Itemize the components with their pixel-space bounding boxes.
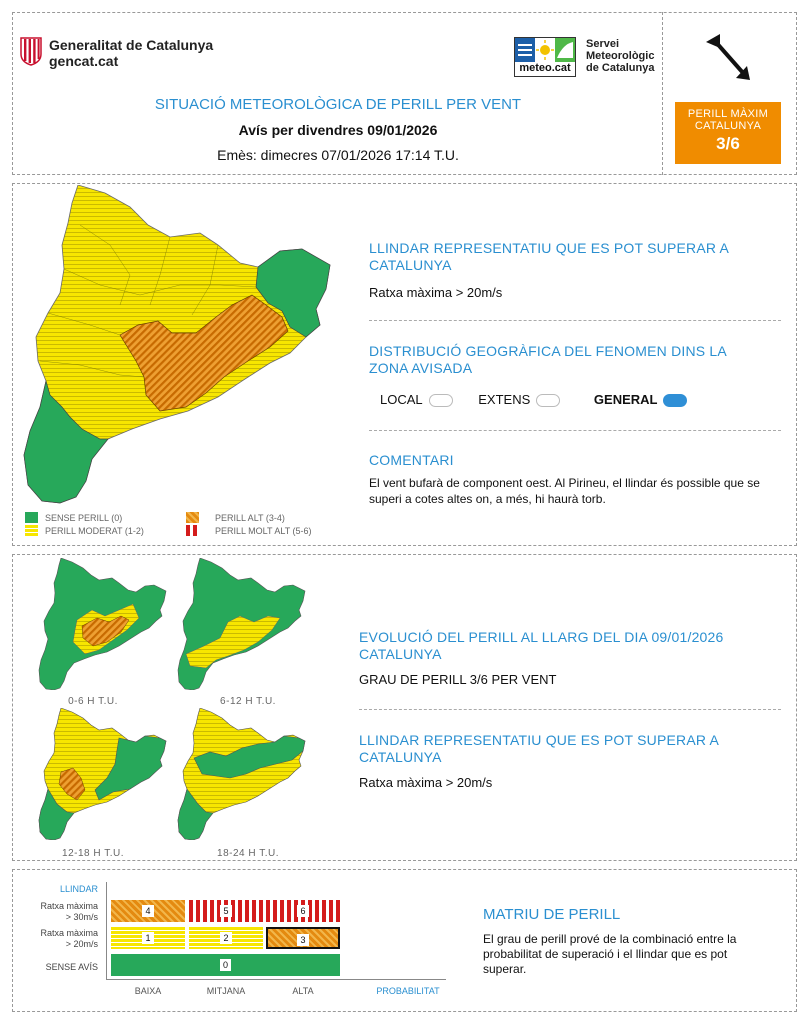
matrix-text: El grau de perill prové de la combinació entre la probabilitat de superació i el llindar que es pot superar. (483, 932, 737, 976)
threshold-title: LLINDAR REPRESENTATIU QUE ES POT SUPERAR A CATALUNYA (369, 240, 729, 273)
smc-line2: Meteorològic (586, 50, 655, 62)
matrix-row-label-20 (20, 928, 98, 950)
distribution-options (380, 391, 780, 408)
legend-swatch-moderate (25, 525, 38, 536)
map-period-12-18 (37, 708, 167, 840)
option-extens-label: EXTENS (478, 392, 531, 407)
distribution-title: DISTRIBUCIÓ GEOGRÀFICA DEL FENOMEN DINS LA ZONA AVISADA (369, 343, 727, 376)
evolution-title: EVOLUCIÓ DEL PERILL AL LLARG DEL DIA 09/01/2026 CATALUNYA (359, 629, 724, 662)
max-danger-badge (675, 102, 781, 164)
map-period-18-24 (176, 708, 306, 840)
matrix-probability-label: PROBABILITAT (376, 986, 440, 996)
option-extens[interactable] (478, 392, 560, 407)
matrix-cell-3-selected (266, 927, 340, 949)
matrix-cell-0 (111, 954, 340, 976)
threshold-value: Ratxa màxima > 20m/s (369, 285, 503, 300)
matrix-col-mitjana: MITJANA (206, 986, 246, 996)
matrix-threshold-header: LLINDAR (59, 884, 98, 894)
legend-swatch-none (25, 512, 38, 523)
matrix-row-label-30-line1: Ratxa màxima (40, 901, 98, 911)
matrix-cell-6 (266, 900, 340, 922)
max-danger-line2: CATALUNYA (694, 120, 762, 132)
map-caption-18-24: 18-24 H T.U. (217, 848, 279, 859)
page-title: SITUACIÓ METEOROLÒGICA DE PERILL PER VENT (154, 96, 522, 113)
matrix-cell-0-label: 0 (220, 959, 231, 971)
catalonia-danger-map (20, 185, 335, 505)
matrix-cell-2 (189, 927, 263, 949)
smc-line1: Servei (586, 38, 620, 50)
toggle-general[interactable] (663, 394, 687, 407)
toggle-extens[interactable] (536, 394, 560, 407)
matrix-cell-2-label: 2 (220, 932, 231, 944)
matrix-cell-5-label: 5 (220, 905, 231, 917)
comment-text: El vent bufarà de component oest. Al Pirineu, el llindar és possible que se superi a cotes altes on, a més, hi haurà torb. (369, 476, 760, 506)
legend-swatch-high (186, 512, 199, 523)
matrix-col-alta: ALTA (292, 986, 314, 996)
divider-3 (359, 709, 781, 710)
matrix-row-label-30-line2: > 30m/s (65, 912, 98, 922)
matrix-col-baixa: BAIXA (134, 986, 162, 996)
legend-label-very-high: PERILL MOLT ALT (5-6) (215, 526, 312, 536)
divider-2 (369, 430, 781, 431)
matrix-cell-4 (111, 900, 185, 922)
option-local[interactable] (380, 392, 453, 407)
matrix-cell-6-label: 6 (297, 905, 308, 917)
option-local-label: LOCAL (380, 392, 423, 407)
max-danger-value: 3/6 (716, 134, 740, 153)
map-caption-0-6: 0-6 H T.U. (68, 696, 118, 707)
matrix-cell-4-label: 4 (142, 905, 153, 917)
wind-arrow-northwest-icon (700, 28, 760, 88)
gov-name: Generalitat de Catalunya (49, 37, 214, 53)
map-period-0-6 (37, 558, 167, 690)
legend-label-none: SENSE PERILL (0) (45, 513, 123, 523)
header-divider (662, 12, 663, 175)
matrix-cell-1-label: 1 (142, 932, 153, 944)
smc-name (586, 38, 654, 74)
generalitat-logo-icon (20, 36, 42, 66)
evolution-grade: GRAU DE PERILL 3/6 PER VENT (359, 672, 557, 687)
issued-date: Emès: dimecres 07/01/2026 17:14 T.U. (217, 147, 459, 163)
meteocat-logo (514, 37, 576, 77)
legend-label-high: PERILL ALT (3-4) (215, 513, 285, 523)
matrix-row-label-30 (20, 901, 98, 923)
matrix-cell-3-label: 3 (297, 934, 308, 946)
matrix-axis-y (106, 882, 107, 979)
smc-line3: de Catalunya (586, 62, 655, 74)
map-period-6-12 (176, 558, 306, 690)
divider-1 (369, 320, 781, 321)
matrix-title: MATRIU DE PERILL (483, 906, 621, 923)
option-general-label: GENERAL (593, 392, 658, 407)
evolution-threshold-value: Ratxa màxima > 20m/s (359, 775, 493, 790)
option-general[interactable] (594, 392, 688, 407)
matrix-cell-5 (189, 900, 263, 922)
legend-label-moderate: PERILL MODERAT (1-2) (45, 526, 144, 536)
meteocat-logo-text: meteo.cat (519, 62, 571, 74)
map-caption-6-12: 6-12 H T.U. (220, 696, 276, 707)
matrix-row-label-none: SENSE AVÍS (45, 962, 98, 972)
gov-site[interactable]: gencat.cat (49, 53, 119, 69)
evolution-threshold-title: LLINDAR REPRESENTATIU QUE ES POT SUPERAR A CATALUNYA (359, 732, 719, 765)
matrix-row-label-20-line1: Ratxa màxima (40, 928, 98, 938)
max-danger-line1: PERILL MÀXIM (687, 108, 769, 120)
matrix-row-label-20-line2: > 20m/s (65, 939, 98, 949)
legend-swatch-very-high (186, 525, 199, 536)
matrix-axis-x (106, 979, 446, 980)
matrix-cell-1 (111, 927, 185, 949)
map-caption-12-18: 12-18 H T.U. (62, 848, 124, 859)
warning-date: Avís per divendres 09/01/2026 (238, 122, 438, 138)
comment-title: COMENTARI (369, 452, 454, 468)
toggle-local[interactable] (429, 394, 453, 407)
